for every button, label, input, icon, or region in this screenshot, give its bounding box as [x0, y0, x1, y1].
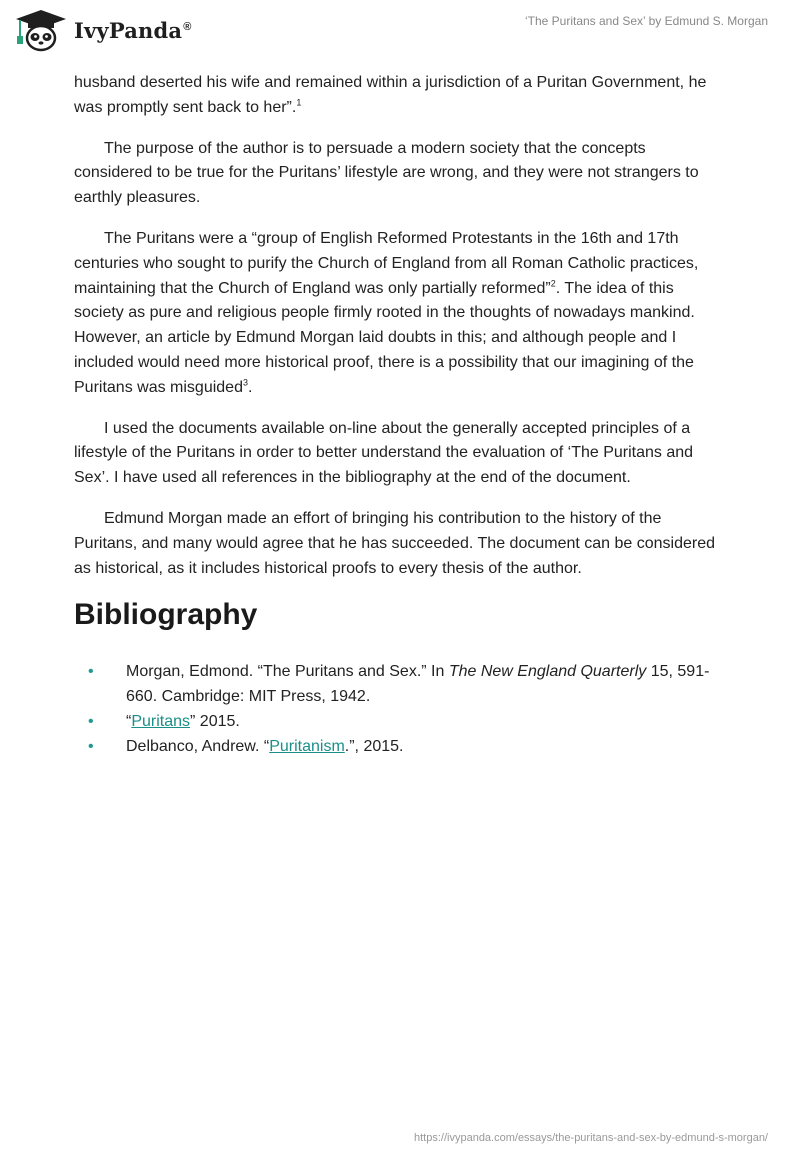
paragraph-purpose: The purpose of the author is to persuade a modern society that the concepts considered to be true for the Puritans’ lifestyle are wrong, and they were not strangers to earthly pleasures.: [74, 139, 699, 207]
paragraph-conclusion: Edmund Morgan made an effort of bringing his contribution to the history of the Puritans, and many would agree that he has succeeded. The document can be considered as historical, as it includes historical proofs to every thesis of the author.: [74, 509, 716, 577]
page-header: [0, 0, 800, 60]
puritans-link[interactable]: Puritans: [131, 712, 191, 730]
footnote-ref-2[interactable]: 2: [550, 278, 556, 289]
footer-url[interactable]: https://ivypanda.com/essays/the-puritans-and-sex-by-edmund-s-morgan/: [414, 1132, 768, 1144]
footnote-ref-3[interactable]: 3: [242, 377, 248, 388]
paragraph-continuation: husband deserted his wife and remained within a jurisdiction of a Puritan Government, he was promptly sent back to her”.$^1$: [74, 74, 707, 116]
paragraph-puritans-definition: The Puritans were a “group of English Reformed Protestants in the 16th and 17th centuries who sought to purify the Church of England from all Roman Catholic practices, maintaining that the Church of England was only partially reformed”$^2$. The idea of this society as pure and religious people firmly rooted in the thoughts of nowadays mankind. However, an article by Edmund Morgan laid doubts in this; and although people and I included would need more historical proof, there is a possibility that our imagining of the Puritans was misguided$^3$.: [74, 229, 699, 396]
puritanism-link[interactable]: Puritanism: [269, 737, 345, 755]
panda-graduate-icon: [14, 8, 68, 52]
bibliography-item: • Delbanco, Andrew. “Puritanism.”, 2015.: [74, 735, 726, 760]
bullet-icon: •: [88, 712, 94, 730]
journal-title: The New England Quarterly: [448, 663, 647, 681]
footnote-ref-1[interactable]: 1: [296, 97, 302, 108]
running-title: ‘The Puritans and Sex’ by Edmund S. Morgan: [524, 14, 768, 28]
bibliography-list: [74, 660, 726, 759]
bibliography-heading: Bibliography: [74, 598, 258, 632]
bullet-icon: •: [88, 663, 94, 681]
bibliography-item: • Morgan, Edmond. “The Puritans and Sex.” In The New England Quarterly 15, 591-660. Cambridge: MIT Press, 1942.: [74, 660, 726, 710]
bibliography-item: • “Puritans” 2015.: [74, 710, 726, 735]
brand-name: IvyPanda®: [74, 17, 192, 43]
paragraph-sources: I used the documents available on-line about the generally accepted principles of a lifestyle of the Puritans in order to better understand the evaluation of ‘The Puritans and Sex’. I have used all references in the bibliography at the end of the document.: [74, 419, 694, 487]
logo[interactable]: [14, 8, 192, 52]
document-body: [74, 71, 726, 760]
bullet-icon: •: [88, 737, 94, 755]
